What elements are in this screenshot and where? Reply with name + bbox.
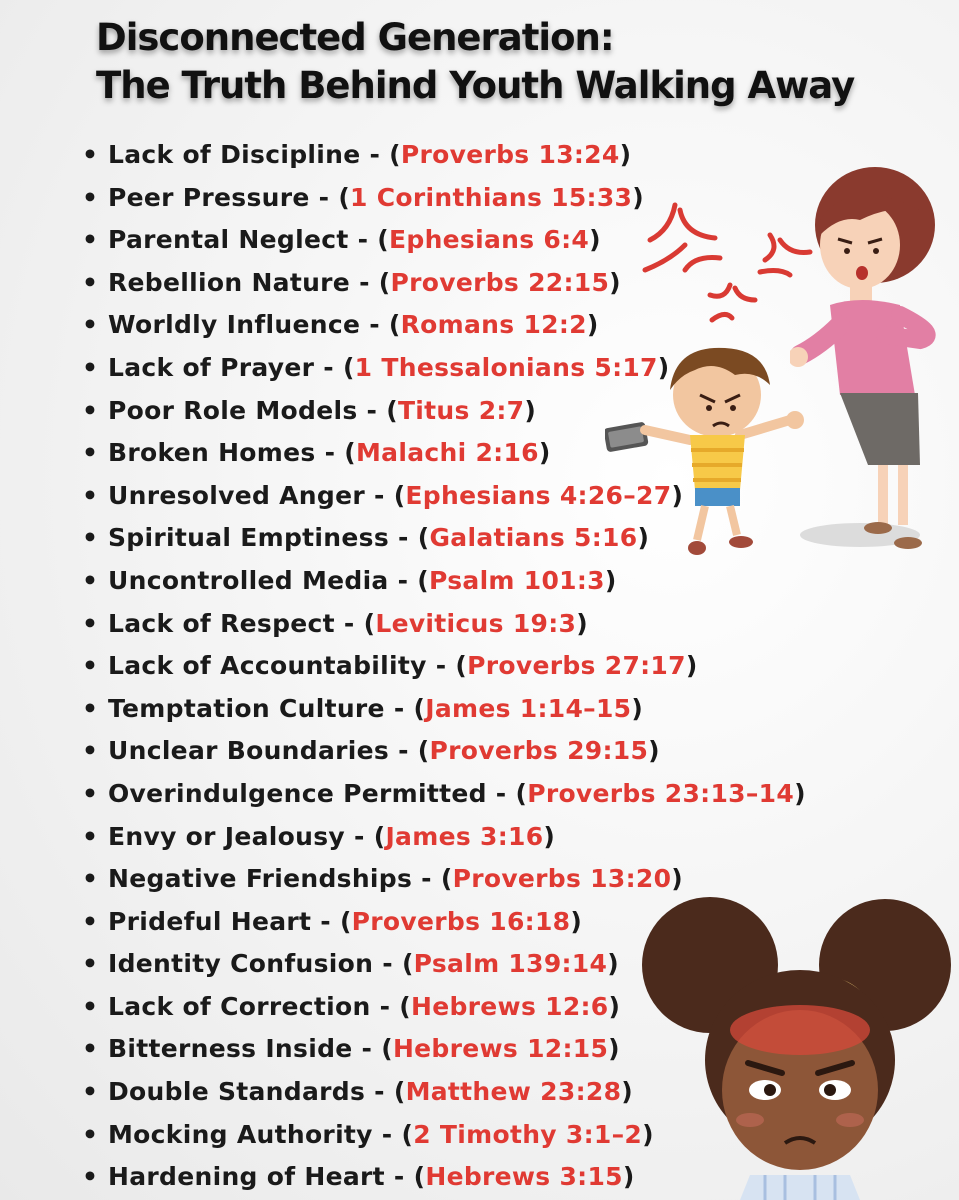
bullet-point: • [82, 949, 99, 979]
bullet-point: • [82, 395, 99, 425]
bullet-point: • [82, 864, 99, 894]
bullet-point: • [82, 267, 99, 297]
item-separator: - [345, 821, 374, 851]
open-paren: ( [393, 480, 406, 510]
open-paren: ( [386, 395, 398, 425]
title-line-2: The Truth Behind Youth Walking Away [96, 64, 855, 107]
item-label: Spiritual Emptiness [108, 523, 390, 553]
bullet-point: • [82, 651, 99, 681]
close-paren: ) [632, 182, 644, 212]
open-paren: ( [377, 225, 389, 255]
open-paren: ( [381, 1034, 393, 1064]
bullet-point: • [82, 991, 99, 1021]
scripture-reference: Titus 2:7 [397, 395, 525, 425]
bullet-point: • [82, 310, 99, 340]
scripture-reference: Proverbs 13:20 [452, 864, 672, 894]
scripture-reference: Proverbs 27:17 [467, 651, 686, 681]
item-label: Double Standards [108, 1077, 366, 1107]
scripture-reference: James 1:14–15 [425, 693, 632, 723]
scripture-reference: Malachi 2:16 [355, 438, 539, 468]
close-paren: ) [586, 310, 599, 340]
bullet-point: • [82, 821, 99, 851]
item-label: Poor Role Models [108, 395, 358, 425]
scripture-reference: Proverbs 16:18 [351, 906, 571, 936]
scripture-reference: 2 Timothy 3:1–2 [413, 1119, 643, 1149]
angry-girl-icon [640, 895, 959, 1200]
close-paren: ) [631, 693, 644, 723]
bullet-point: • [82, 182, 99, 212]
list-item [82, 730, 806, 773]
open-paren: ( [440, 864, 453, 894]
item-separator: - [412, 864, 441, 894]
item-separator: - [357, 395, 387, 425]
close-paren: ) [671, 864, 683, 894]
title-line-1: Disconnected Generation: [96, 16, 614, 59]
scripture-reference: 1 Thessalonians 5:17 [354, 352, 658, 382]
open-paren: ( [342, 352, 355, 382]
item-label: Lack of Prayer [108, 352, 315, 382]
open-paren: ( [413, 1162, 426, 1192]
item-separator: - [350, 267, 379, 297]
scripture-reference: Galatians 5:16 [429, 523, 638, 553]
item-separator: - [309, 182, 339, 212]
scripture-reference: Hebrews 3:15 [425, 1162, 623, 1192]
bullet-point: • [82, 480, 99, 510]
open-paren: ( [417, 736, 430, 766]
open-paren: ( [417, 565, 430, 595]
close-paren: ) [642, 1119, 654, 1149]
scripture-reference: Proverbs 13:24 [400, 140, 620, 169]
list-item [82, 560, 806, 603]
item-label: Temptation Culture [108, 693, 385, 723]
item-separator: - [365, 1077, 394, 1107]
close-paren: ) [794, 778, 806, 808]
scripture-reference: 1 Corinthians 15:33 [350, 182, 633, 212]
scripture-reference: Proverbs 29:15 [429, 736, 649, 766]
bullet-point: • [82, 565, 99, 595]
bullet-point: • [82, 906, 99, 936]
scripture-reference: Proverbs 23:13–14 [527, 778, 795, 808]
item-label: Worldly Influence [108, 310, 361, 340]
scripture-reference: Hebrews 12:15 [392, 1034, 609, 1064]
item-label: Envy or Jealousy [108, 821, 346, 851]
open-paren: ( [401, 1119, 414, 1149]
bullet-point: • [82, 225, 99, 255]
open-paren: ( [388, 310, 401, 340]
item-label: Mocking Authority [108, 1119, 373, 1149]
scripture-reference: Romans 12:2 [400, 310, 587, 340]
open-paren: ( [378, 267, 391, 297]
item-separator: - [373, 949, 402, 979]
item-separator: - [365, 480, 394, 510]
scripture-reference: Ephesians 6:4 [389, 225, 590, 255]
open-paren: ( [417, 523, 430, 553]
close-paren: ) [608, 1034, 620, 1064]
scripture-reference: Matthew 23:28 [405, 1077, 622, 1107]
close-paren: ) [524, 395, 537, 425]
bullet-point: • [82, 1034, 99, 1064]
open-paren: ( [399, 991, 411, 1021]
item-label: Parental Neglect [108, 225, 349, 255]
scripture-reference: Proverbs 22:15 [390, 267, 610, 297]
bullet-point: • [82, 1119, 99, 1149]
angry-boy-with-phone-icon [605, 340, 810, 565]
open-paren: ( [401, 949, 414, 979]
item-label: Negative Friendships [108, 864, 413, 894]
list-item [82, 645, 806, 688]
item-label: Identity Confusion [108, 949, 374, 979]
open-paren: ( [373, 821, 386, 851]
item-label: Lack of Respect [108, 608, 335, 638]
open-paren: ( [363, 608, 376, 638]
item-separator: - [426, 651, 456, 681]
close-paren: ) [622, 1162, 635, 1192]
scripture-reference: Leviticus 19:3 [375, 608, 577, 638]
close-paren: ) [685, 651, 698, 681]
close-paren: ) [570, 906, 583, 936]
item-separator: - [389, 523, 418, 553]
bullet-point: • [82, 693, 99, 723]
close-paren: ) [648, 736, 660, 766]
open-paren: ( [413, 693, 426, 723]
open-paren: ( [338, 182, 351, 212]
item-separator: - [360, 310, 389, 340]
close-paren: ) [604, 565, 617, 595]
item-label: Hardening of Heart [108, 1162, 385, 1192]
list-item [82, 603, 806, 646]
bullet-point: • [82, 140, 99, 169]
close-paren: ) [576, 608, 588, 638]
scripture-reference: Ephesians 4:26–27 [405, 480, 672, 510]
item-label: Unresolved Anger [108, 480, 365, 510]
item-separator: - [370, 991, 400, 1021]
close-paren: ) [589, 225, 601, 255]
list-item [82, 688, 806, 731]
item-label: Uncontrolled Media [108, 565, 389, 595]
item-label: Overindulgence Permitted [108, 778, 487, 808]
bullet-point: • [82, 608, 99, 638]
item-label: Prideful Heart [108, 906, 312, 936]
item-separator: - [372, 1119, 402, 1149]
item-label: Unclear Boundaries [108, 736, 390, 766]
item-separator: - [334, 608, 364, 638]
angry-mother-icon [790, 165, 959, 555]
close-paren: ) [671, 480, 684, 510]
bullet-point: • [82, 778, 99, 808]
item-separator: - [384, 1162, 414, 1192]
item-separator: - [360, 140, 390, 169]
close-paren: ) [543, 821, 556, 851]
item-label: Lack of Discipline [108, 140, 361, 169]
open-paren: ( [344, 438, 356, 468]
bullet-point: • [82, 523, 99, 553]
item-separator: - [486, 778, 516, 808]
close-paren: ) [609, 267, 621, 297]
item-label: Rebellion Nature [108, 267, 351, 297]
item-label: Lack of Accountability [108, 651, 427, 681]
close-paren: ) [607, 949, 619, 979]
list-item [82, 134, 806, 177]
bullet-point: • [82, 736, 99, 766]
bullet-point: • [82, 352, 99, 382]
bullet-point: • [82, 1077, 99, 1107]
item-label: Bitterness Inside [108, 1034, 353, 1064]
item-separator: - [348, 225, 378, 255]
open-paren: ( [339, 906, 352, 936]
open-paren: ( [393, 1077, 406, 1107]
page-title [96, 14, 854, 110]
scripture-reference: Psalm 101:3 [429, 565, 605, 595]
list-item [82, 816, 806, 859]
item-separator: - [389, 736, 418, 766]
item-separator: - [311, 906, 340, 936]
bullet-point: • [82, 1162, 99, 1192]
item-separator: - [384, 693, 414, 723]
item-separator: - [314, 352, 343, 382]
close-paren: ) [621, 1077, 633, 1107]
bullet-point: • [82, 438, 99, 468]
scripture-reference: James 3:16 [385, 821, 544, 851]
close-paren: ) [657, 352, 670, 382]
list-item [82, 773, 806, 816]
close-paren: ) [538, 438, 551, 468]
open-paren: ( [515, 778, 528, 808]
scripture-reference: Psalm 139:14 [413, 949, 608, 979]
item-separator: - [388, 565, 418, 595]
open-paren: ( [389, 140, 401, 169]
item-separator: - [352, 1034, 382, 1064]
item-label: Broken Homes [108, 438, 316, 468]
item-label: Peer Pressure [108, 182, 310, 212]
item-label: Lack of Correction [108, 991, 371, 1021]
close-paren: ) [637, 523, 650, 553]
open-paren: ( [455, 651, 468, 681]
close-paren: ) [608, 991, 621, 1021]
item-separator: - [315, 438, 345, 468]
scripture-reference: Hebrews 12:6 [410, 991, 609, 1021]
close-paren: ) [619, 140, 632, 169]
